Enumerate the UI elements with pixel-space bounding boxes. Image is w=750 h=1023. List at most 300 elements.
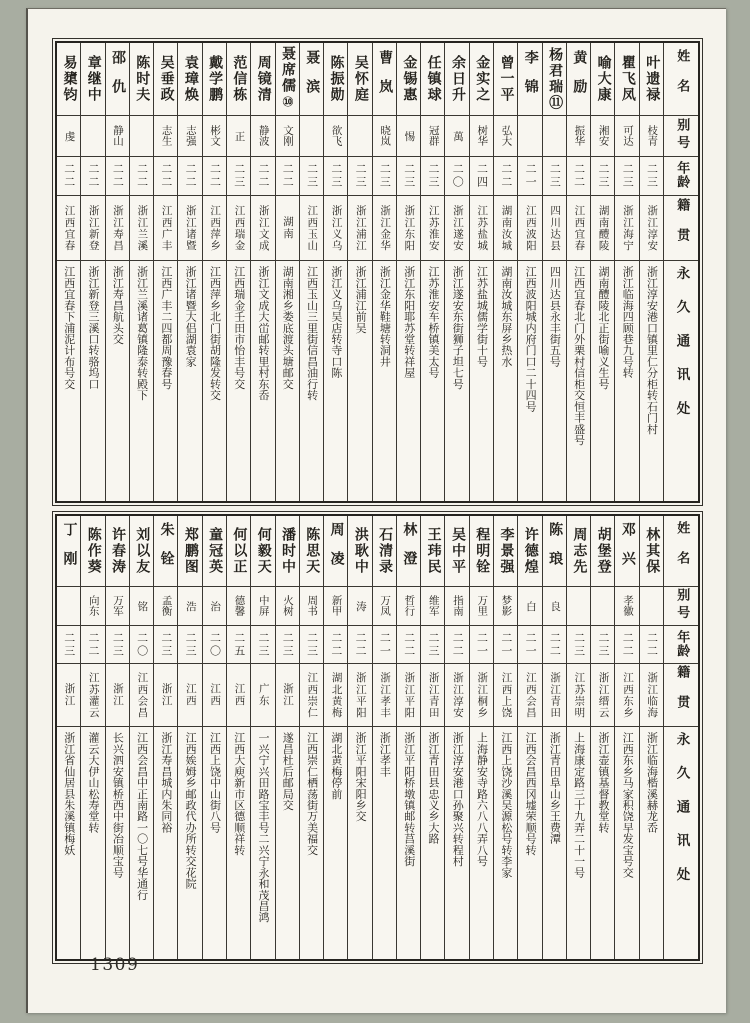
origin-cell: 四川达县 [543, 196, 566, 261]
name-cell: 聂席儒⑩ [276, 43, 299, 116]
header-name: 姓名 [664, 43, 698, 116]
entry-column [566, 516, 590, 959]
age-cell: 二一 [470, 626, 493, 664]
alias-cell: 湘安 [591, 116, 614, 156]
alias-cell: 可达 [615, 116, 638, 156]
address-cell: 四川达县永丰街五号 [548, 265, 562, 367]
header-age: 年龄 [664, 626, 698, 664]
header-alias: 别号 [664, 116, 698, 156]
address-cell: 浙江浦江前吴 [354, 265, 368, 334]
name-cell: 黄励 [567, 43, 590, 116]
entry-column [153, 516, 177, 959]
address-cell: 浙江诸暨大侣湖袁家 [184, 265, 198, 367]
alias-cell [640, 587, 663, 626]
name-cell: 何毅天 [251, 516, 274, 587]
origin-cell: 浙江淳安 [445, 664, 468, 727]
entry-column [323, 516, 347, 959]
alias-cell [348, 116, 371, 156]
entry-column [275, 516, 299, 959]
directory-table-bottom [55, 514, 700, 961]
name-cell: 曹岚 [373, 43, 396, 116]
age-cell: 二三 [567, 626, 590, 664]
address-cell: 浙江淳安港口镇里仁分柜转石门村 [645, 265, 659, 435]
age-cell: 二一 [373, 626, 396, 664]
age-cell: 二三 [373, 157, 396, 196]
age-cell: 二三 [640, 157, 663, 196]
name-cell: 潘时中 [276, 516, 299, 587]
header-age: 年龄 [664, 157, 698, 196]
name-cell: 范信栋 [227, 43, 250, 116]
entry-column [226, 43, 250, 501]
origin-cell: 江西会昌 [130, 664, 153, 727]
origin-cell: 江西崇仁 [300, 664, 323, 727]
origin-cell: 浙江金华 [373, 196, 396, 261]
origin-cell: 湖南 [276, 196, 299, 261]
alias-cell: 振华 [567, 116, 590, 156]
name-cell: 周凌 [324, 516, 347, 587]
entry-column [57, 516, 80, 959]
origin-cell: 湖北黄梅 [324, 664, 347, 727]
name-cell: 石清录 [373, 516, 396, 587]
address-cell: 浙江金华鞋塘转洞井 [378, 265, 392, 367]
page-number: 1309 [90, 955, 140, 975]
entry-column [347, 516, 371, 959]
name-cell: 袁璋焕 [178, 43, 201, 116]
entry-column [444, 516, 468, 959]
header-address: 永久通讯处 [664, 727, 698, 959]
name-cell: 邓兴 [615, 516, 638, 587]
address-cell: 湖南醴陵北正街喻义生号 [596, 265, 610, 390]
age-cell: 二二 [203, 157, 226, 196]
alias-cell: 指南 [445, 587, 468, 626]
name-cell: 吴怀庭 [348, 43, 371, 116]
name-cell: 洪耿中 [348, 516, 371, 587]
age-cell: 二二 [81, 157, 104, 196]
alias-cell: 枝青 [640, 116, 663, 156]
entry-column [566, 43, 590, 501]
age-cell: 二二 [251, 157, 274, 196]
age-cell: 二三 [57, 626, 80, 664]
address-cell: 浙江青田县忠义乡大路 [426, 731, 440, 845]
address-cell: 湖南汝城东屏乡热水 [499, 265, 513, 367]
origin-cell: 江西会昌 [518, 664, 541, 727]
age-cell: 二三 [348, 157, 371, 196]
address-cell: 浙江淳安港口孙聚兴转程村 [451, 731, 465, 867]
age-cell: 二三 [543, 157, 566, 196]
origin-cell: 浙江缙云 [591, 664, 614, 727]
entry-column [542, 516, 566, 959]
name-cell: 陈振勋 [324, 43, 347, 116]
origin-cell: 江西广丰 [154, 196, 177, 261]
origin-cell: 浙江 [106, 664, 129, 727]
name-cell: 郑鹏图 [178, 516, 201, 587]
entry-column [153, 43, 177, 501]
origin-cell: 江西上饶 [494, 664, 517, 727]
alias-cell: 周书 [300, 587, 323, 626]
name-cell: 任镇球 [421, 43, 444, 116]
alias-cell [81, 116, 104, 156]
age-cell: 二三 [324, 157, 347, 196]
header-origin: 籍贯 [664, 664, 698, 727]
name-cell: 章继中 [81, 43, 104, 116]
entry-column [347, 43, 371, 501]
address-cell: 浙江新登三溪口转骆坞口 [87, 265, 101, 390]
name-cell: 丁刚 [57, 516, 80, 587]
alias-cell [518, 116, 541, 156]
address-cell: 江西波阳城内府门口二十四号 [524, 265, 538, 412]
age-cell: 二二 [397, 626, 420, 664]
name-cell: 瞿飞凤 [615, 43, 638, 116]
entry-column [57, 43, 80, 501]
address-cell: 江西宜春北门外栗村信柜交恒丰盛号 [572, 265, 586, 446]
name-cell: 吴垂政 [154, 43, 177, 116]
origin-cell: 浙江桐乡 [470, 664, 493, 727]
alias-cell: 志强 [178, 116, 201, 156]
origin-cell: 浙江平阳 [348, 664, 371, 727]
entry-column [80, 43, 104, 501]
address-cell: 浙江东阳耶苏堂转祥屋 [402, 265, 416, 379]
age-cell: 二一 [518, 626, 541, 664]
address-cell: 江西崇仁栖荡街万美福交 [305, 731, 319, 856]
alias-cell: 火树 [276, 587, 299, 626]
alias-cell: 新甲 [324, 587, 347, 626]
alias-cell: 维军 [421, 587, 444, 626]
alias-cell: 良 [543, 587, 566, 626]
origin-cell: 浙江海宁 [615, 196, 638, 261]
origin-cell: 浙江青田 [543, 664, 566, 727]
name-cell: 陈时夫 [130, 43, 153, 116]
entry-column [493, 43, 517, 501]
name-cell: 金实之 [470, 43, 493, 116]
entry-column [105, 516, 129, 959]
scanned-page [26, 8, 726, 1013]
name-cell: 邵仇 [106, 43, 129, 116]
alias-cell: 冠群 [421, 116, 444, 156]
address-cell: 浙江文成大峃邮转里村东岙 [257, 265, 271, 401]
age-cell: 二二 [81, 626, 104, 664]
origin-cell: 浙江 [276, 664, 299, 727]
origin-cell: 浙江浦江 [348, 196, 371, 261]
origin-cell: 浙江诸暨 [178, 196, 201, 261]
origin-cell: 广东 [251, 664, 274, 727]
address-cell: 浙江兰溪诸葛镇隆泰转殿下 [135, 265, 149, 401]
name-cell: 陈作葵 [81, 516, 104, 587]
entry-column [590, 516, 614, 959]
alias-cell: 孟衡 [154, 587, 177, 626]
entry-column [396, 516, 420, 959]
age-cell: 二二 [324, 626, 347, 664]
origin-cell: 浙江孝丰 [373, 664, 396, 727]
origin-cell: 湖南汝城 [494, 196, 517, 261]
address-cell: 江西上饶沙溪吴源松号转李家 [499, 731, 513, 878]
origin-cell: 浙江文成 [251, 196, 274, 261]
alias-cell: 万凤 [373, 587, 396, 626]
address-cell: 江西瑞金壬田市怡丰号交 [232, 265, 246, 390]
age-cell: 二三 [591, 626, 614, 664]
entry-column [323, 43, 347, 501]
origin-cell: 浙江兰溪 [130, 196, 153, 261]
address-cell: 江西会昌中正南路一〇七号华通行 [135, 731, 149, 901]
age-cell: 二二 [130, 157, 153, 196]
entry-column [590, 43, 614, 501]
entry-column [639, 43, 663, 501]
alias-cell: 彬文 [203, 116, 226, 156]
alias-cell: 德馨 [227, 587, 250, 626]
address-cell: 湖南湘乡娄底渡头塘邮交 [281, 265, 295, 390]
directory-table-top [55, 41, 700, 503]
address-cell: 江西上饶中山街八号 [208, 731, 222, 833]
alias-cell: 静波 [251, 116, 274, 156]
age-cell: 二三 [276, 626, 299, 664]
name-cell: 何以正 [227, 516, 250, 587]
alias-cell: 惕 [397, 116, 420, 156]
address-cell: 江西玉山三里街信昌油行转 [305, 265, 319, 401]
entry-column [517, 516, 541, 959]
age-cell: 二〇 [203, 626, 226, 664]
address-cell: 江苏盐城儒学街十号 [475, 265, 489, 367]
origin-cell: 浙江青田 [421, 664, 444, 727]
address-cell: 灌云大伊山松寿堂转 [87, 731, 101, 833]
address-cell: 浙江省仙居县朱溪镇梅妖 [62, 731, 76, 856]
entry-column [542, 43, 566, 501]
age-cell: 二四 [470, 157, 493, 196]
entry-column [372, 43, 396, 501]
name-cell: 易橥钧 [57, 43, 80, 116]
entry-column [396, 43, 420, 501]
age-cell: 二三 [300, 157, 323, 196]
address-cell: 湖北黄梅停前 [329, 731, 343, 800]
address-cell: 江西广丰二四都周豫春号 [159, 265, 173, 390]
origin-cell: 浙江新登 [81, 196, 104, 261]
origin-cell: 江西 [203, 664, 226, 727]
origin-cell: 江西 [227, 664, 250, 727]
alias-cell: 向东 [81, 587, 104, 626]
alias-cell: 晓岚 [373, 116, 396, 156]
address-cell: 浙江孝丰 [378, 731, 392, 777]
name-cell: 余日升 [445, 43, 468, 116]
entry-column [420, 43, 444, 501]
age-cell: 二三 [154, 626, 177, 664]
address-cell: 浙江青田阜山乡王费潭 [548, 731, 562, 845]
alias-cell: 萬 [445, 116, 468, 156]
age-cell: 二三 [397, 157, 420, 196]
name-cell: 童冠英 [203, 516, 226, 587]
age-cell: 二二 [445, 626, 468, 664]
entry-column [202, 516, 226, 959]
origin-cell: 浙江 [57, 664, 80, 727]
alias-cell: 文刚 [276, 116, 299, 156]
alias-cell: 弘大 [494, 116, 517, 156]
age-cell: 二二 [57, 157, 80, 196]
address-cell: 浙江壶镇基督教堂转 [596, 731, 610, 833]
entry-column [250, 516, 274, 959]
entry-column [614, 43, 638, 501]
entry-column [80, 516, 104, 959]
address-cell: 长兴泗安镇桥西中街冶顺宝号 [111, 731, 125, 878]
age-cell: 二〇 [445, 157, 468, 196]
age-cell: 二二 [154, 157, 177, 196]
address-cell: 江西萍乡北门街胡隆发转交 [208, 265, 222, 401]
address-cell: 浙江遂安东街狮子坦七号 [451, 265, 465, 390]
name-cell: 林澄 [397, 516, 420, 587]
alias-cell [591, 587, 614, 626]
name-cell: 胡堡登 [591, 516, 614, 587]
address-cell: 江西娭姆乡邮政代办所转交花院 [184, 731, 198, 889]
age-cell: 二三 [591, 157, 614, 196]
age-cell: 二三 [227, 157, 250, 196]
entry-column [493, 516, 517, 959]
alias-cell: 涛 [348, 587, 371, 626]
address-cell: 遂昌杜后邮局交 [281, 731, 295, 811]
age-cell: 二三 [106, 626, 129, 664]
origin-cell: 江苏盐城 [470, 196, 493, 261]
age-cell: 二二 [276, 157, 299, 196]
age-cell: 二一 [494, 626, 517, 664]
origin-cell: 江苏崇明 [567, 664, 590, 727]
address-cell: 浙江寿昌航头交 [111, 265, 125, 345]
alias-cell [57, 587, 80, 626]
entry-column [517, 43, 541, 501]
header-origin: 籍贯 [664, 196, 698, 261]
age-cell: 二一 [518, 157, 541, 196]
entry-column [250, 43, 274, 501]
age-cell: 二〇 [130, 626, 153, 664]
origin-cell: 江西萍乡 [203, 196, 226, 261]
address-cell: 江西宜春下浦泥计布号交 [62, 265, 76, 390]
name-cell: 刘以友 [130, 516, 153, 587]
origin-cell: 江西玉山 [300, 196, 323, 261]
entry-column [129, 516, 153, 959]
name-cell: 金锡惠 [397, 43, 420, 116]
age-cell: 二三 [421, 626, 444, 664]
header-name: 姓名 [664, 516, 698, 587]
alias-cell: 孝徽 [615, 587, 638, 626]
alias-cell: 正 [227, 116, 250, 156]
address-cell: 浙江临海楷溪赫龙岙 [645, 731, 659, 833]
address-cell: 江西会昌西冈墟荣顺号转 [524, 731, 538, 856]
alias-cell [543, 116, 566, 156]
alias-cell: 铭 [130, 587, 153, 626]
alias-cell: 静山 [106, 116, 129, 156]
origin-cell: 浙江东阳 [397, 196, 420, 261]
header-column [663, 516, 698, 959]
origin-cell: 江西波阳 [518, 196, 541, 261]
entry-column [639, 516, 663, 959]
header-column [663, 43, 698, 501]
entry-column [444, 43, 468, 501]
entry-column [177, 43, 201, 501]
address-cell: 浙江平阳桥墩镇邮转莒溪街 [402, 731, 416, 867]
address-cell: 江西大庾新市区德顺祥转 [232, 731, 246, 856]
header-address: 永久通讯处 [664, 261, 698, 501]
age-cell: 二三 [251, 626, 274, 664]
name-cell: 杨君瑞⑪ [543, 43, 566, 116]
origin-cell: 浙江平阳 [397, 664, 420, 727]
alias-cell: 梦影 [494, 587, 517, 626]
address-cell: 浙江寿昌城内朱同裕 [159, 731, 173, 833]
entry-column [469, 43, 493, 501]
entry-column [226, 516, 250, 959]
name-cell: 程明铨 [470, 516, 493, 587]
origin-cell: 湖南醴陵 [591, 196, 614, 261]
age-cell: 二三 [300, 626, 323, 664]
name-cell: 陈琅 [543, 516, 566, 587]
name-cell: 李锦 [518, 43, 541, 116]
name-cell: 吴中平 [445, 516, 468, 587]
address-cell: 一兴宁兴田路宝丰号二兴宁永和茂昌鸿 [257, 731, 271, 923]
age-cell: 二二 [494, 157, 517, 196]
name-cell: 许春涛 [106, 516, 129, 587]
name-cell: 戴学鹏 [203, 43, 226, 116]
name-cell: 许德煌 [518, 516, 541, 587]
alias-cell: 白 [518, 587, 541, 626]
name-cell: 喻大康 [591, 43, 614, 116]
address-cell: 江西东乡马家积饶早发宝号交 [621, 731, 635, 878]
origin-cell: 江西宜春 [57, 196, 80, 261]
alias-cell [130, 116, 153, 156]
age-cell: 二二 [348, 626, 371, 664]
alias-cell: 万军 [106, 587, 129, 626]
age-cell: 二二 [178, 157, 201, 196]
alias-cell [567, 587, 590, 626]
name-cell: 朱铨 [154, 516, 177, 587]
name-cell: 王玮民 [421, 516, 444, 587]
origin-cell: 浙江遂安 [445, 196, 468, 261]
name-cell: 周镜清 [251, 43, 274, 116]
address-cell: 江苏淮安车桥镇美太号 [426, 265, 440, 379]
age-cell: 二二 [106, 157, 129, 196]
origin-cell: 江西 [178, 664, 201, 727]
age-cell: 二三 [421, 157, 444, 196]
alias-cell: 治 [203, 587, 226, 626]
origin-cell: 江苏淮安 [421, 196, 444, 261]
entry-column [202, 43, 226, 501]
origin-cell: 浙江义乌 [324, 196, 347, 261]
origin-cell: 江西瑞金 [227, 196, 250, 261]
alias-cell [300, 116, 323, 156]
alias-cell: 树华 [470, 116, 493, 156]
address-cell: 上海静安寺路六八八弄八号 [475, 731, 489, 867]
alias-cell: 哲行 [397, 587, 420, 626]
alias-cell: 欲飞 [324, 116, 347, 156]
entry-column [299, 516, 323, 959]
entry-column [129, 43, 153, 501]
entry-column [614, 516, 638, 959]
name-cell: 陈思天 [300, 516, 323, 587]
alias-cell: 虔 [57, 116, 80, 156]
entry-column [420, 516, 444, 959]
age-cell: 二二 [543, 626, 566, 664]
origin-cell: 江西宜春 [567, 196, 590, 261]
entry-column [105, 43, 129, 501]
name-cell: 叶遗禄 [640, 43, 663, 116]
age-cell: 二二 [615, 626, 638, 664]
address-cell: 浙江平阳宋阳乡交 [354, 731, 368, 822]
alias-cell: 志生 [154, 116, 177, 156]
entry-column [275, 43, 299, 501]
entry-column [372, 516, 396, 959]
entry-column [469, 516, 493, 959]
origin-cell: 浙江临海 [640, 664, 663, 727]
header-alias: 别号 [664, 587, 698, 626]
name-cell: 聂滨 [300, 43, 323, 116]
origin-cell: 浙江 [154, 664, 177, 727]
origin-cell: 浙江淳安 [640, 196, 663, 261]
alias-cell: 中屏 [251, 587, 274, 626]
name-cell: 林其保 [640, 516, 663, 587]
name-cell: 李景强 [494, 516, 517, 587]
name-cell: 周志先 [567, 516, 590, 587]
